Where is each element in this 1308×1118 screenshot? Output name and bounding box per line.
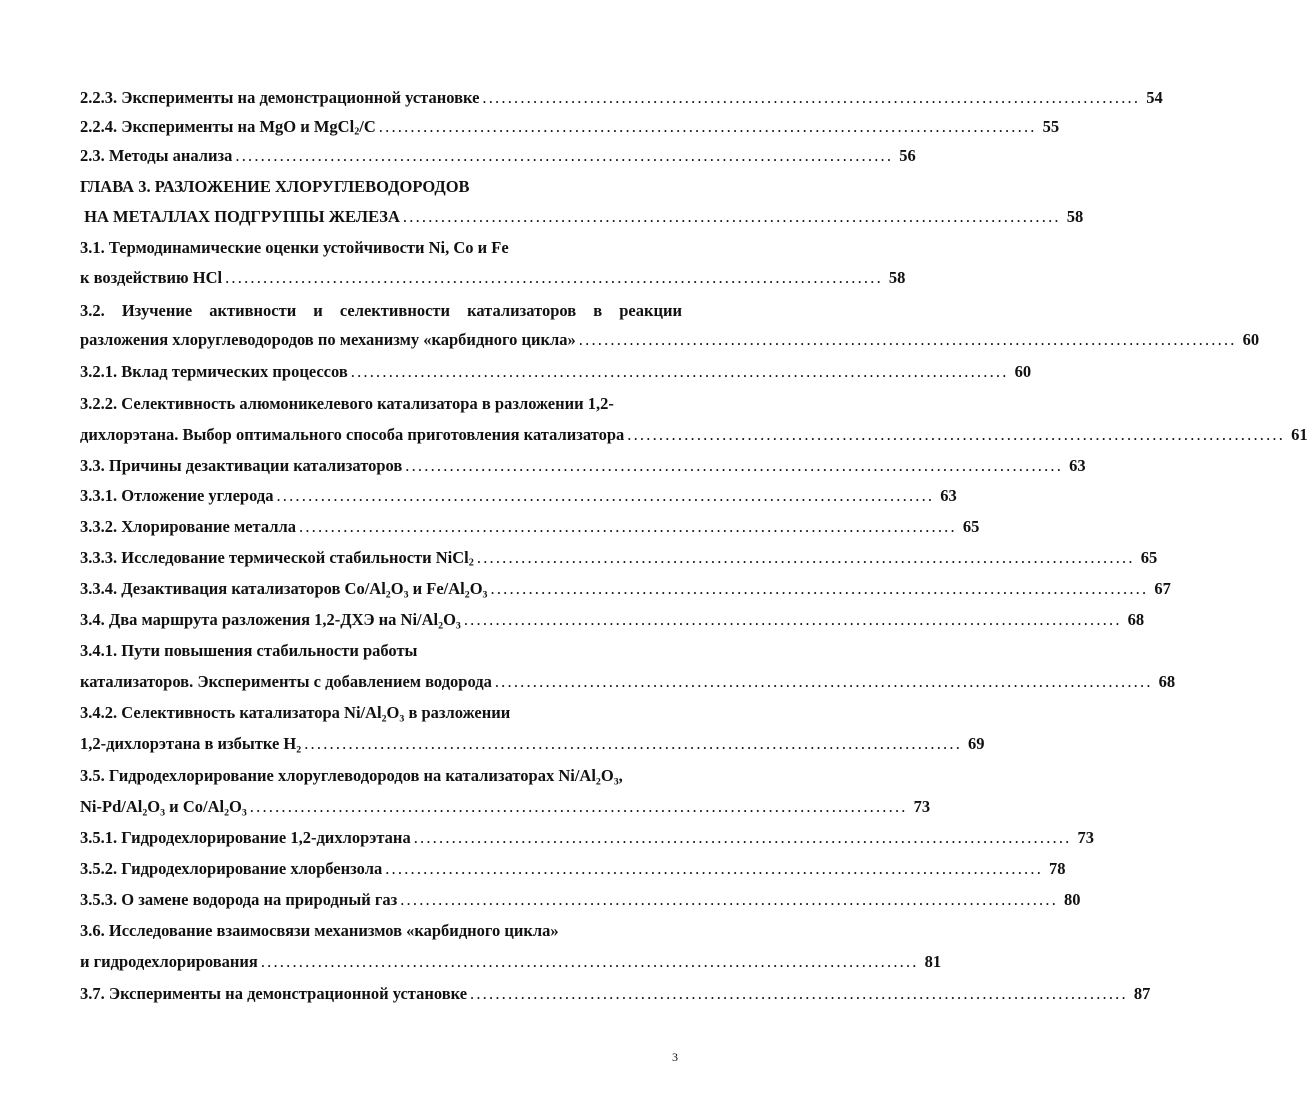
toc-leader-dots: ........................................................................................................ [463,610,1122,629]
toc-entry-title: 3.4. Два маршрута разложения 1,2-ДХЭ на Ni/Al₂O₃ [80,610,461,629]
toc-entry-title: 2.2.4. Эксперименты на MgO и MgCl$_2$/C [80,117,376,138]
toc-leader-dots: ........................................................................................................ [225,268,883,287]
toc-leader-dots: ........................................................................................................ [299,517,957,536]
toc-leader-dots: ........................................................................................................ [400,890,1059,909]
toc-entry [80,266,906,290]
toc-entry-page: 87 [1133,984,1151,1003]
toc-entry-page: 58 [1066,207,1084,226]
toc-entry-page: 80 [1064,890,1081,909]
toc-entry-title: НА МЕТАЛЛАХ ПОДГРУППЫ ЖЕЛЕЗА [80,207,400,226]
toc-entry-page: 63 [940,486,957,505]
toc-entry-title: 2.3. Методы анализа [80,146,233,165]
page-number: 3 [672,1050,678,1064]
toc-entry-title: 3.7. Эксперименты на демонстрационной установке [80,984,468,1003]
toc-entry [80,484,957,508]
toc-entry-title: 3.2.1. Вклад термических процессов [80,362,348,381]
toc-entry-page: 73 [913,797,931,816]
toc-entry [80,888,1081,912]
toc-leader-dots: ........................................................................................................ [276,486,935,505]
toc-entry-page: 68 [1158,672,1176,691]
toc-leader-dots: ........................................................................................................ [378,117,1037,136]
toc-leader-dots: ........................................................................................................ [402,207,1061,226]
toc-entry [80,982,1151,1006]
toc-entry-title: и гидродехлорирования [80,952,258,971]
toc-entry [80,454,1086,478]
toc-entry-title: 3.3.2. Хлорирование металла [80,517,297,536]
toc-entry [80,423,1308,447]
toc-entry-title: 3.5.3. О замене водорода на природный газ [80,890,398,909]
toc-leader-dots: ........................................................................................................ [476,548,1135,567]
toc-leader-dots: ........................................................................................................ [304,734,963,753]
toc-entry-page: 61 [1291,425,1308,444]
toc-entry-title-line: 3.6. Исследование взаимосвязи механизмов «карбидного цикла» [80,921,559,940]
toc-leader-dots: ........................................................................................................ [470,984,1128,1003]
toc-entry-page: 81 [924,952,942,971]
toc-entry-title-line: 3.2. Изучение активности и селективности катализаторов в реакции [80,301,682,320]
toc-entry-page: 60 [1014,362,1032,381]
toc-entry [80,732,985,756]
toc-entry-title-line: 3.2.2. Селективность алюмоникелевого катализатора в разложении 1,2- [80,394,614,413]
toc-entry-title-line: 3.5. Гидродехлорирование хлоруглеводородов на катализаторах Ni/Al₂O₃, [80,766,623,785]
toc-entry [80,360,1032,384]
toc-entry-page: 65 [962,517,980,536]
toc-leader-dots: ........................................................................................................ [260,952,919,971]
toc-leader-dots: ........................................................................................................ [405,456,1064,475]
toc-leader-dots: ........................................................................................................ [385,859,1044,878]
toc-entry-title: 3.3.3. Исследование термической стабильности NiCl$_2$ [80,548,474,569]
toc-entry-title: к воздействию HCl [80,268,223,287]
toc-entry-title: 2.2.3. Эксперименты на демонстрационной установке [80,88,480,107]
toc-entry [80,205,1084,229]
toc-entry-page: 68 [1127,610,1145,629]
toc-entry [80,86,1163,110]
toc-entry-title: дихлорэтана. Выбор оптимального способа приготовления катализатора [80,425,625,444]
toc-leader-dots: ........................................................................................................ [627,425,1286,444]
toc-entry-title: 3.3.4. Дезактивация катализаторов Co/Al₂O₃ и Fe/Al₂O₃ [80,579,488,598]
toc-entry-title: 3.5.2. Гидродехлорирование хлорбензола [80,859,383,878]
toc-entry [80,328,1260,352]
toc-entry-page: 65 [1140,548,1158,567]
toc-entry [80,608,1145,632]
toc-entry [80,515,980,539]
toc-entry [80,144,916,168]
toc-entry-title-line: 3.4.2. Селективность катализатора Ni/Al₂O₃ в разложении [80,703,511,722]
toc-entry-title-line: 3.4.1. Пути повышения стабильности работы [80,641,418,660]
toc-leader-dots: ........................................................................................................ [494,672,1153,691]
toc-entry [80,826,1095,850]
toc-entry [80,115,1060,139]
toc-entry-page: 67 [1154,579,1171,598]
toc-entry [80,795,931,819]
toc-entry [80,577,1171,601]
toc-entry-page: 73 [1077,828,1095,847]
toc-entry-page: 58 [888,268,906,287]
toc-leader-dots: ........................................................................................................ [235,146,894,165]
toc-leader-dots: ........................................................................................................ [413,828,1072,847]
toc-entry-page: 69 [968,734,985,753]
toc-entry [80,670,1176,694]
toc-entry-page: 56 [899,146,916,165]
toc-entry-page: 63 [1069,456,1086,475]
toc-entry-title: Ni-Pd/Al₂O₃ и Co/Al₂O₃ [80,797,247,816]
toc-leader-dots: ........................................................................................................ [578,330,1237,349]
toc-entry [80,546,1158,570]
toc-leader-dots: ........................................................................................................ [490,579,1149,598]
toc-entry-page: 54 [1146,88,1163,107]
toc-entry-page: 60 [1242,330,1260,349]
toc-leader-dots: ........................................................................................................ [249,797,908,816]
toc-leader-dots: ........................................................................................................ [350,362,1009,381]
toc-entry-title: катализаторов. Эксперименты с добавлением водорода [80,672,492,691]
toc-entry-title: 3.3. Причины дезактивации катализаторов [80,456,403,475]
toc-entry-title-line: 3.1. Термодинамические оценки устойчивости Ni, Co и Fe [80,238,509,257]
toc-entry-page: 55 [1042,117,1060,136]
toc-chapter-heading: ГЛАВА 3. РАЗЛОЖЕНИЕ ХЛОРУГЛЕВОДОРОДОВ [80,177,470,196]
toc-leader-dots: ........................................................................................................ [482,88,1141,107]
toc-entry [80,950,942,974]
toc-entry [80,857,1066,881]
toc-entry-page: 78 [1049,859,1066,878]
toc-entry-title: 3.5.1. Гидродехлорирование 1,2-дихлорэтана [80,828,411,847]
toc-entry-title: 3.3.1. Отложение углерода [80,486,274,505]
toc-entry-title: разложения хлоруглеводородов по механизму «карбидного цикла» [80,330,576,349]
toc-entry-title: 1,2-дихлорэтана в избытке H₂ [80,734,302,753]
